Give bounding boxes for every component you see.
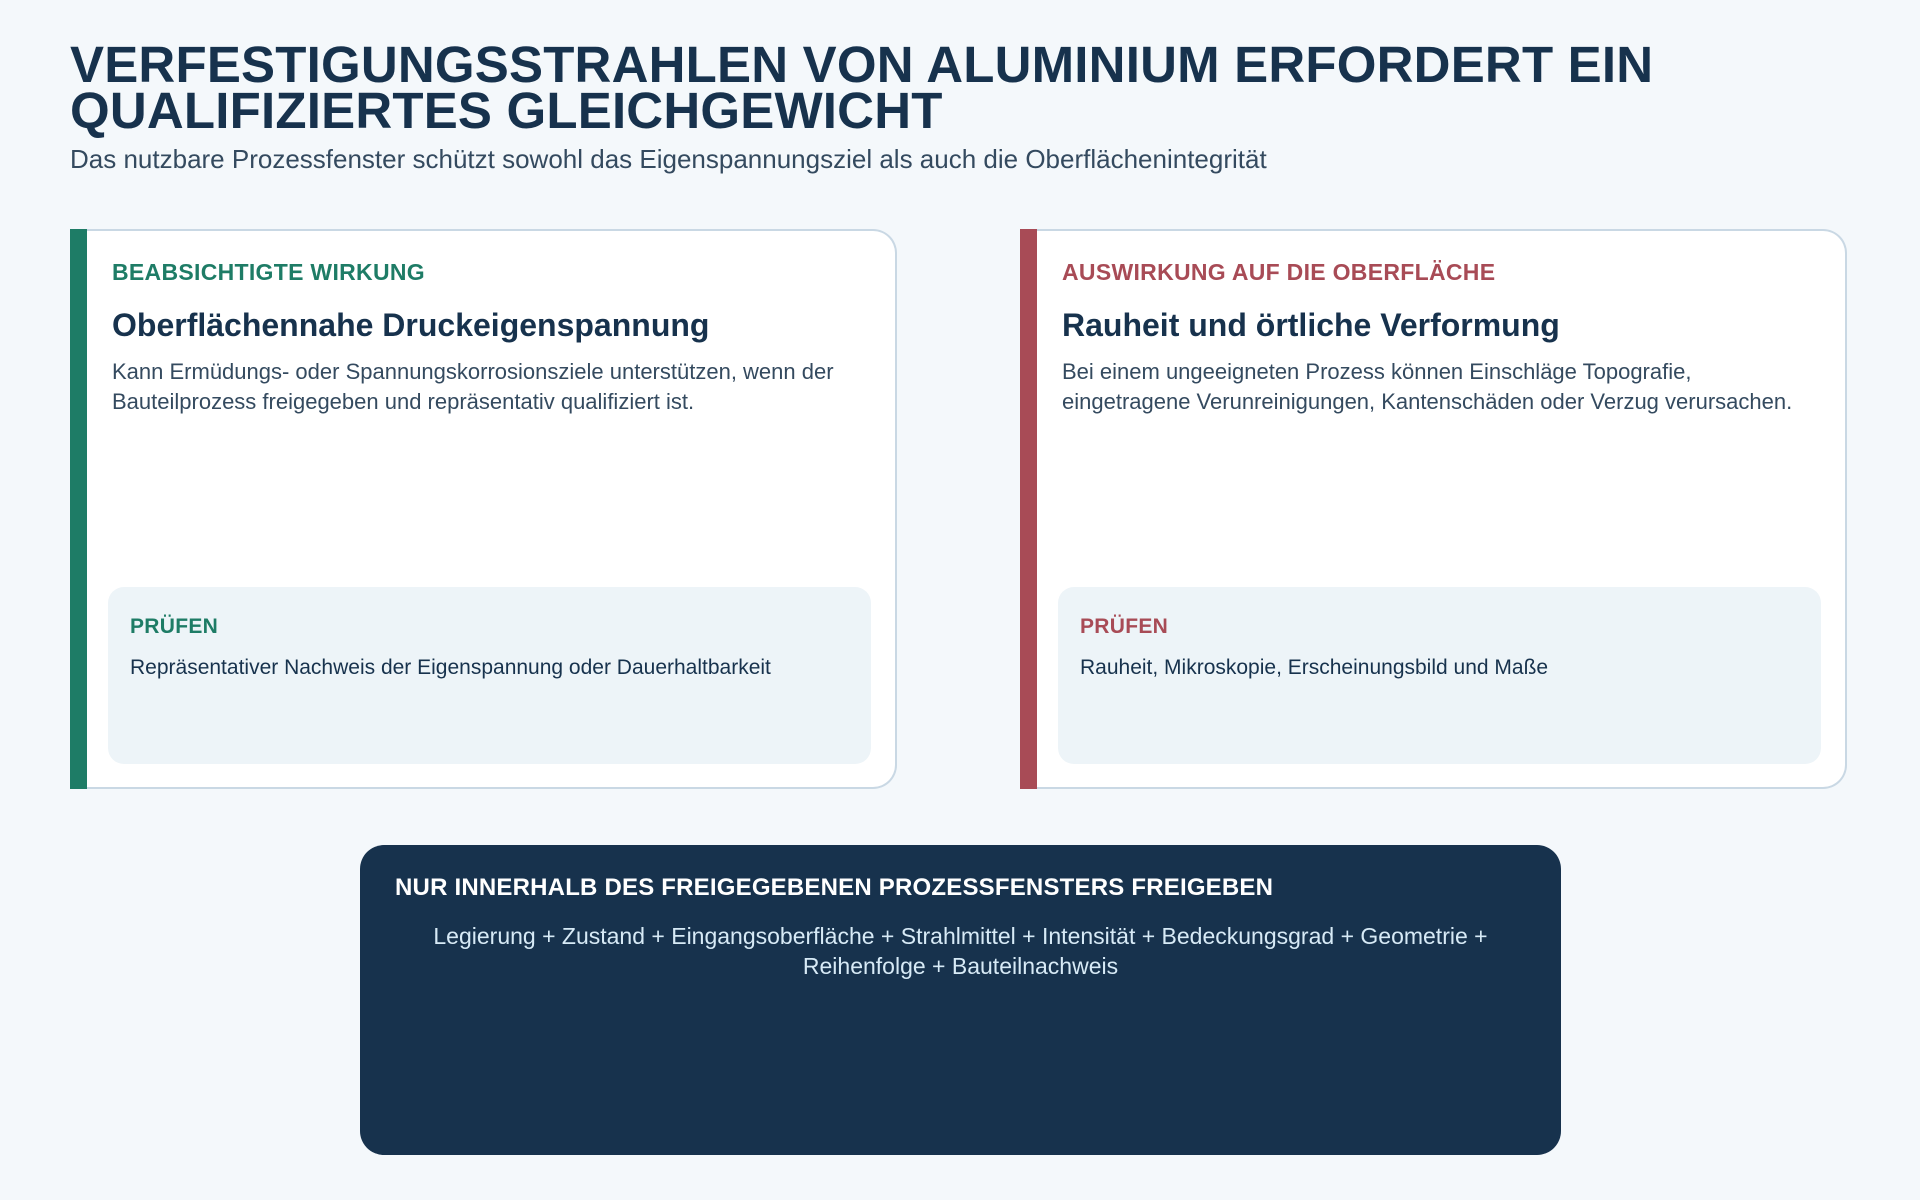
release-title: NUR INNERHALB DES FREIGEGEBENEN PROZESSFENSTERS FREIGEBEN bbox=[395, 874, 1274, 901]
check-text: Rauheit, Mikroskopie, Erscheinungsbild und Maße bbox=[1080, 656, 1549, 679]
page-title: VERFESTIGUNGSSTRAHLEN VON ALUMINIUM ERFORDERT EIN QUALIFIZIERTES GLEICHGEWICHT bbox=[70, 36, 1654, 139]
card-description: Bei einem ungeeigneten Prozess können Einschläge Topografie, eingetragene Verunreinigungen, Kantenschäden oder Verzug verursachen. bbox=[1062, 359, 1793, 414]
check-text: Repräsentativer Nachweis der Eigenspannung oder Dauerhaltbarkeit bbox=[130, 656, 771, 679]
release-panel bbox=[360, 845, 1561, 1155]
check-box bbox=[108, 587, 871, 764]
card-description: Kann Ermüdungs- oder Spannungskorrosionsziele unterstützen, wenn der Bauteilprozess freigegeben und repräsentativ qualifiziert ist. bbox=[112, 359, 834, 414]
check-label: PRÜFEN bbox=[1080, 615, 1169, 638]
card-intended-effect bbox=[70, 229, 897, 789]
card-kicker: AUSWIRKUNG AUF DIE OBERFLÄCHE bbox=[1062, 259, 1496, 285]
check-label: PRÜFEN bbox=[130, 615, 219, 638]
card-accent-bar-green bbox=[70, 229, 87, 789]
card-title: Rauheit und örtliche Verformung bbox=[1062, 307, 1560, 343]
page-subtitle: Das nutzbare Prozessfenster schützt sowohl das Eigenspannungsziel als auch die Oberflächenintegrität bbox=[70, 144, 1267, 174]
card-title: Oberflächennahe Druckeigenspannung bbox=[112, 307, 710, 343]
card-surface-impact bbox=[1020, 229, 1847, 789]
card-accent-bar-red bbox=[1020, 229, 1037, 789]
card-kicker: BEABSICHTIGTE WIRKUNG bbox=[112, 259, 425, 285]
check-box bbox=[1058, 587, 1821, 764]
release-factors: Legierung + Zustand + Eingangsoberfläche + Strahlmittel + Intensität + Bedeckungsgrad + Geometrie + Reihenfolge + Bauteilnachweis bbox=[433, 923, 1488, 979]
